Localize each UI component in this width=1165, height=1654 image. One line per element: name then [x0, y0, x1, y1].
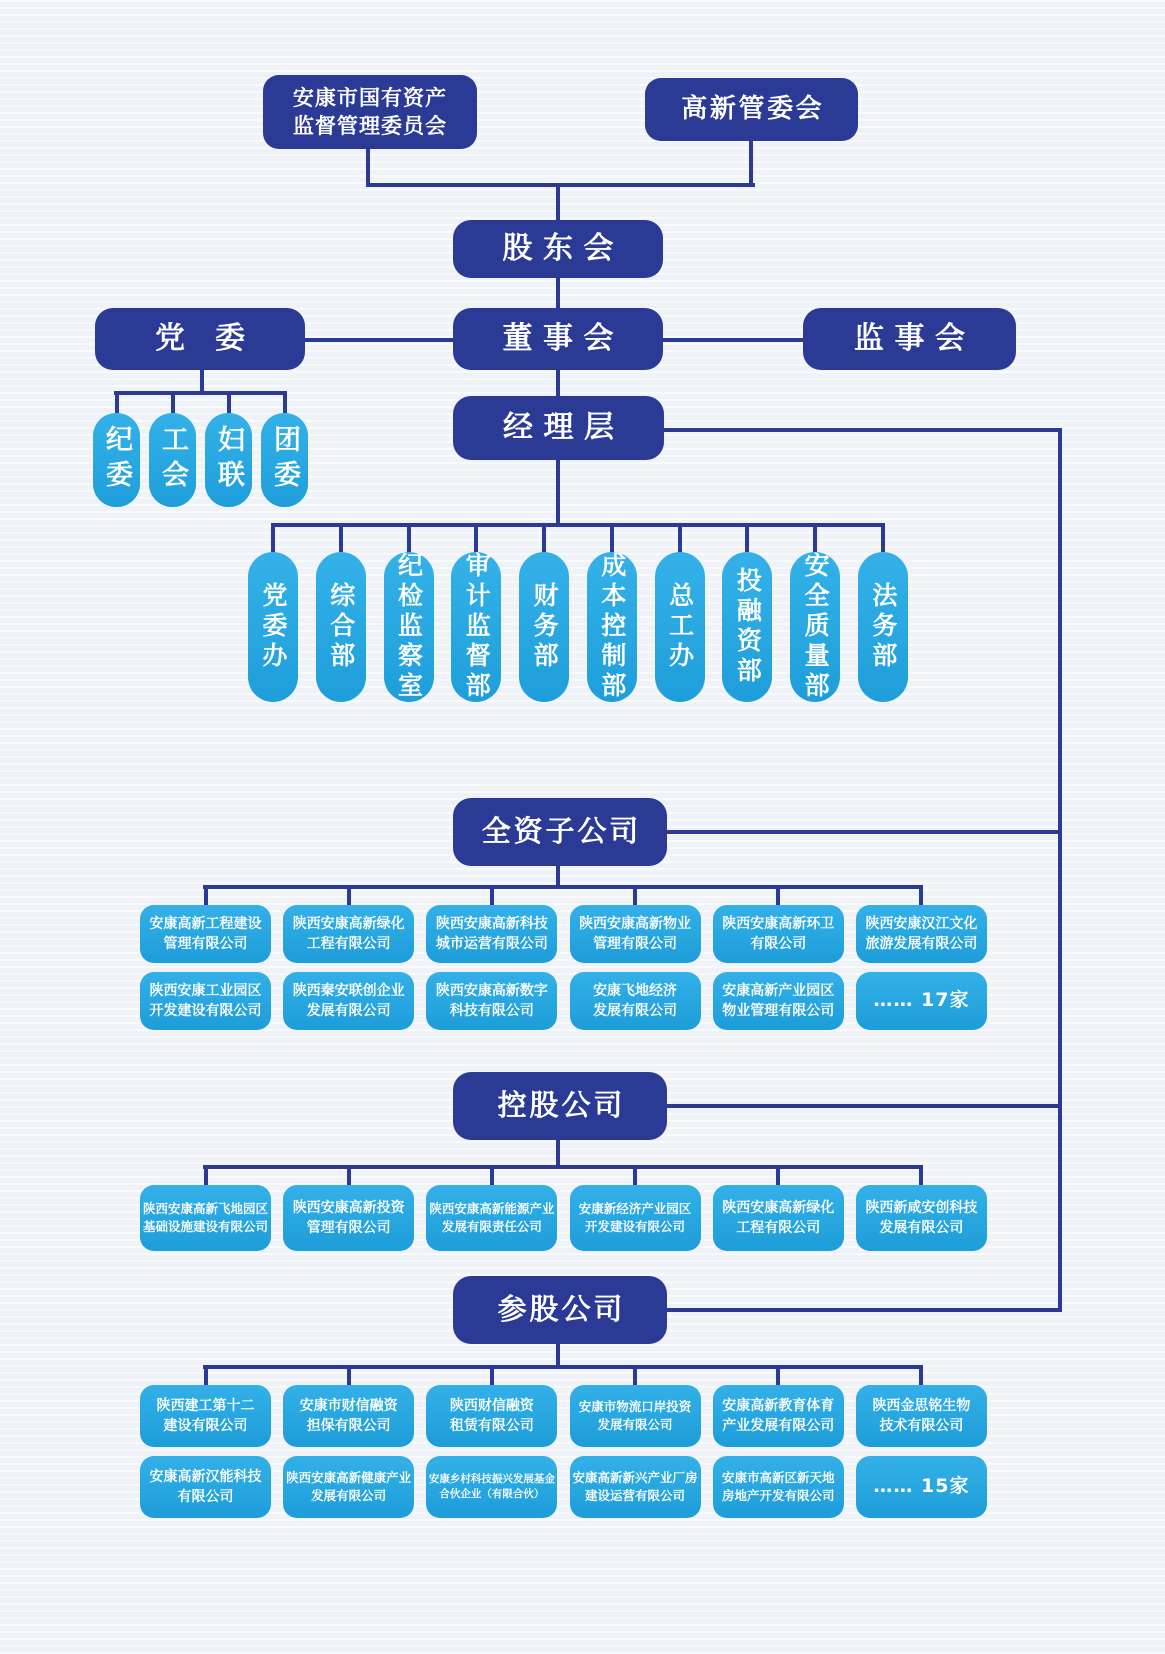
pill-label: 法务部 — [868, 582, 898, 672]
company-name-line: 安康市高新区新天地 — [721, 1469, 835, 1485]
company-name-line: 发展有限公司 — [597, 1417, 673, 1432]
management-label: 经理层 — [503, 409, 625, 445]
pill-label: 总工办 — [665, 582, 695, 672]
wholly-owned-row1 — [140, 905, 987, 963]
company-name-line: 工程有限公司 — [736, 1220, 821, 1236]
party-orgs-row — [93, 413, 308, 507]
company-name-line: 发展有限公司 — [306, 1003, 391, 1019]
company-name-line: 旅游发展有限公司 — [865, 936, 978, 952]
company-name-line: 有限公司 — [177, 1489, 234, 1505]
company-name-line: 合伙企业（有限合伙） — [439, 1488, 545, 1500]
company-name-line: 陕西安康高新投资 — [292, 1199, 405, 1216]
company-name-line: 陕西安康高新飞地园区 — [142, 1200, 268, 1216]
pill-label: 安全质量部 — [801, 552, 831, 702]
box-shareholders — [453, 220, 663, 278]
invested-row2 — [140, 1456, 987, 1518]
company-box — [713, 972, 844, 1030]
connector-board-supervisors — [661, 338, 805, 342]
connector-top-horizontal — [366, 183, 755, 187]
company-name-line: 技术有限公司 — [879, 1418, 964, 1434]
company-box — [283, 972, 414, 1030]
connector-wholly-down — [556, 864, 560, 887]
company-name-line: 开发建设有限公司 — [585, 1219, 686, 1234]
company-box — [140, 1385, 271, 1447]
company-box — [426, 1456, 557, 1518]
company-name-line: 基础设施建设有限公司 — [142, 1219, 268, 1234]
company-name-line: 安康高新汉能科技 — [149, 1468, 262, 1485]
department-pill — [790, 552, 840, 702]
departments-row — [248, 552, 908, 702]
company-name-line: 建设有限公司 — [163, 1418, 248, 1434]
company-box — [570, 1185, 701, 1251]
company-name-line: 陕西安康汉江文化 — [865, 915, 978, 932]
department-pill — [384, 552, 434, 702]
company-name-line: 陕西安康高新物业 — [579, 915, 692, 932]
connector-trunk-holding — [667, 1104, 1060, 1108]
company-name-line: 陕西安康高新能源产业 — [429, 1200, 555, 1216]
company-name-line: 陕西安康高新绿化 — [722, 1199, 835, 1216]
company-name-line: 发展有限责任公司 — [441, 1219, 542, 1234]
connector-trunk-invested — [667, 1308, 1060, 1312]
company-box — [426, 905, 557, 963]
box-invested-title — [453, 1276, 667, 1344]
company-name-line: 陕西安康高新环卫 — [722, 915, 835, 932]
company-box — [140, 1456, 271, 1518]
company-name-line: 建设运营有限公司 — [585, 1488, 686, 1503]
company-box — [570, 905, 701, 963]
pill-label: 投融资部 — [733, 567, 763, 687]
wholly-owned-title-label: 全资子公司 — [481, 814, 642, 849]
company-box — [570, 972, 701, 1030]
company-name-line: 安康高新产业园区 — [722, 982, 835, 999]
company-box — [570, 1456, 701, 1518]
company-box — [140, 972, 271, 1030]
company-name-line: 安康乡村科技振兴发展基金 — [428, 1472, 555, 1485]
company-box — [283, 1185, 414, 1251]
connector-wholly-horizontal — [203, 885, 923, 889]
company-box — [856, 1185, 987, 1251]
company-box — [283, 905, 414, 963]
box-admin-committee — [645, 78, 858, 141]
box-wholly-owned-title — [453, 798, 667, 866]
pill-label: 财务部 — [530, 582, 560, 672]
pill-label: 审计监督部 — [462, 552, 492, 702]
company-name-line: 安康市物流口岸投资 — [578, 1398, 692, 1414]
pill-label: 综合部 — [326, 582, 356, 672]
party-org-pill — [261, 413, 308, 507]
company-name-line: …… 15家 — [873, 1475, 970, 1498]
company-name-line: 安康飞地经济 — [593, 982, 678, 999]
company-name-line: 城市运营有限公司 — [435, 936, 548, 952]
invested-row1 — [140, 1385, 987, 1447]
holding-title-label: 控股公司 — [497, 1088, 626, 1123]
admin-committee-label: 高新管委会 — [681, 93, 825, 124]
invested-title-label: 参股公司 — [497, 1292, 626, 1327]
connector-holding-down — [556, 1138, 560, 1167]
more-count-box — [856, 972, 987, 1030]
company-box — [570, 1385, 701, 1447]
company-name-line: 陕西安康高新科技 — [435, 915, 548, 932]
company-name-line: 陕西秦安联创企业 — [292, 982, 405, 999]
shareholders-label: 股东会 — [502, 230, 624, 266]
party-org-pill — [149, 413, 196, 507]
department-pill — [858, 552, 908, 702]
connector-departments-horizontal — [271, 523, 885, 527]
connector-invested-horizontal — [203, 1365, 923, 1369]
party-org-pill — [205, 413, 252, 507]
supervisory-board-label: 监事会 — [854, 320, 976, 356]
company-name-line: 产业发展有限公司 — [722, 1418, 835, 1434]
box-sasac — [263, 75, 477, 149]
company-name-line: 安康高新教育体育 — [722, 1397, 835, 1414]
connector-trunk-wholly — [667, 830, 1060, 834]
sasac-line1: 安康市国有资产 — [292, 85, 448, 110]
pill-label: 纪检监察室 — [394, 552, 424, 702]
company-name-line: 开发建设有限公司 — [149, 1003, 262, 1019]
company-name-line: 管理有限公司 — [163, 936, 248, 952]
connector-management-departments — [556, 458, 560, 527]
company-name-line: 科技有限公司 — [449, 1003, 534, 1019]
company-name-line: 陕西建工第十二 — [156, 1397, 255, 1414]
department-pill — [722, 552, 772, 702]
company-box — [713, 905, 844, 963]
department-pill — [587, 552, 637, 702]
pill-label: 党委办 — [259, 582, 288, 672]
box-party-committee — [95, 308, 305, 370]
company-name-line: 安康市财信融资 — [299, 1397, 398, 1414]
box-supervisory-board — [803, 308, 1016, 370]
party-org-pill — [93, 413, 140, 507]
department-pill — [655, 552, 705, 702]
more-count-box — [856, 1456, 987, 1518]
connector-to-shareholders — [556, 183, 560, 220]
company-box — [426, 1385, 557, 1447]
company-name-line: 陕西安康工业园区 — [149, 982, 262, 999]
company-box — [283, 1385, 414, 1447]
party-committee-label: 党委 — [155, 320, 275, 356]
company-box — [713, 1456, 844, 1518]
pill-label: 成本控制部 — [597, 552, 627, 702]
box-board — [453, 308, 663, 370]
company-name-line: 安康新经济产业园区 — [578, 1200, 692, 1216]
company-name-line: 管理有限公司 — [593, 936, 678, 952]
board-label: 董事会 — [502, 320, 624, 356]
connector-party-orgs-horizontal — [114, 391, 287, 395]
pill-label: 纪委 — [101, 425, 132, 495]
company-box — [283, 1456, 414, 1518]
company-name-line: 发展有限公司 — [879, 1220, 964, 1236]
company-box — [426, 972, 557, 1030]
department-pill — [316, 552, 366, 702]
company-box — [713, 1185, 844, 1251]
connector-board-management — [556, 368, 560, 398]
company-name-line: 安康高新工程建设 — [149, 915, 262, 932]
connector-holding-horizontal — [203, 1165, 923, 1169]
company-box — [426, 1185, 557, 1251]
box-management — [453, 396, 664, 460]
company-box — [140, 905, 271, 963]
company-box — [856, 905, 987, 963]
company-box — [856, 1385, 987, 1447]
pill-label: 工会 — [157, 425, 188, 495]
holding-row1 — [140, 1185, 987, 1251]
box-holding-title — [453, 1072, 667, 1140]
company-name-line: 管理有限公司 — [306, 1220, 391, 1236]
pill-label: 妇联 — [213, 425, 244, 495]
wholly-owned-row2 — [140, 972, 987, 1030]
company-name-line: 租赁有限公司 — [449, 1418, 534, 1434]
company-name-line: 物业管理有限公司 — [722, 1003, 835, 1019]
connector-trunk-vertical — [1058, 428, 1062, 1312]
company-name-line: 工程有限公司 — [306, 936, 391, 952]
connector-shareholders-board — [556, 276, 560, 310]
pill-label: 团委 — [269, 425, 300, 495]
department-pill — [248, 552, 298, 702]
company-name-line: …… 17家 — [873, 989, 970, 1012]
company-name-line: 有限公司 — [750, 936, 807, 952]
company-name-line: 陕西安康高新绿化 — [292, 915, 405, 932]
company-name-line: 安康高新新兴产业厂房 — [572, 1469, 698, 1485]
company-name-line: 房地产开发有限公司 — [721, 1488, 835, 1503]
company-name-line: 担保有限公司 — [306, 1418, 391, 1434]
company-name-line: 陕西安康高新数字 — [435, 982, 548, 999]
connector-party-board — [303, 338, 455, 342]
connector-committee-down — [749, 140, 753, 187]
sasac-line2: 监督管理委员会 — [292, 114, 448, 138]
company-name-line: 陕西新咸安创科技 — [865, 1199, 978, 1216]
company-box — [140, 1185, 271, 1251]
department-pill — [519, 552, 569, 702]
connector-invested-down — [556, 1342, 560, 1367]
connector-trunk-top — [664, 428, 1062, 432]
connector-sasac-down — [366, 148, 370, 187]
company-name-line: 陕西金思铭生物 — [872, 1397, 971, 1414]
company-name-line: 发展有限公司 — [311, 1488, 387, 1503]
department-pill — [451, 552, 501, 702]
company-name-line: 陕西财信融资 — [449, 1397, 534, 1414]
company-name-line: 陕西安康高新健康产业 — [286, 1469, 412, 1485]
company-box — [713, 1385, 844, 1447]
company-name-line: 发展有限公司 — [593, 1003, 678, 1019]
